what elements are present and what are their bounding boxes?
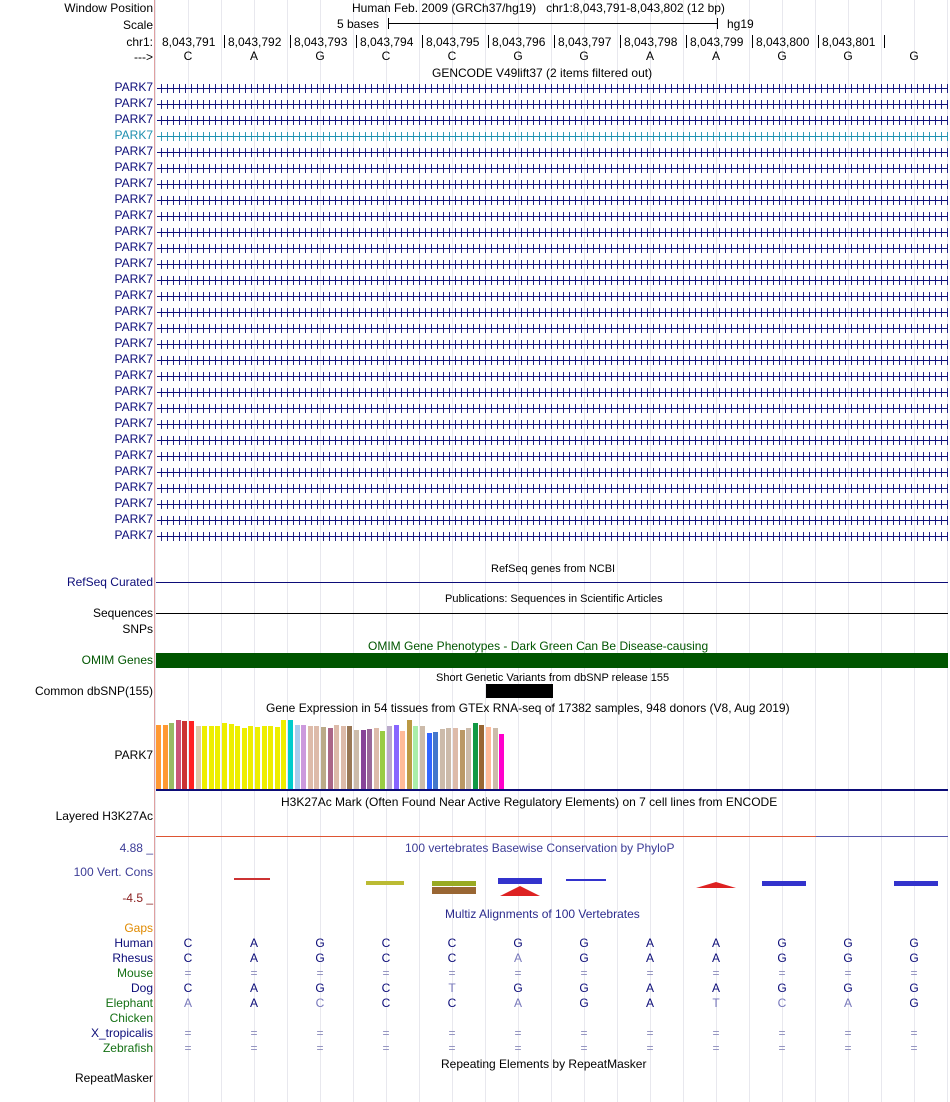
gtex-tissue-bar[interactable] (499, 734, 504, 789)
assembly-name: Human Feb. 2009 (GRCh37/hg19) (352, 1, 537, 15)
gtex-tissue-bar[interactable] (374, 728, 379, 789)
gencode-transcript[interactable] (157, 401, 948, 415)
position-tick (818, 35, 819, 48)
species-base: G (315, 951, 325, 965)
gtex-tissue-bar[interactable] (295, 725, 300, 789)
gencode-transcript[interactable] (157, 273, 948, 287)
gencode-transcript[interactable] (157, 337, 948, 351)
species-base: G (315, 981, 325, 995)
species-base: C (447, 936, 457, 950)
reference-base: G (777, 49, 787, 63)
species-base: = (778, 1041, 786, 1055)
species-base: = (250, 1026, 258, 1040)
grid-line (155, 0, 156, 1102)
species-base: = (580, 1041, 588, 1055)
multiz-title: Multiz Alignments of 100 Vertebrates (445, 907, 640, 921)
reference-base: G (843, 49, 853, 63)
gencode-transcript[interactable] (157, 353, 948, 367)
scale-db: hg19 (727, 17, 754, 31)
phylop-mark-a3 (696, 882, 736, 888)
gencode-gene-label[interactable]: PARK7 (114, 112, 153, 126)
gencode-transcript[interactable] (157, 225, 948, 239)
gencode-transcript[interactable] (157, 113, 948, 127)
species-base: A (249, 981, 258, 995)
gtex-tissue-bar[interactable] (334, 725, 339, 789)
gtex-tissue-bar[interactable] (156, 725, 161, 789)
gencode-transcript[interactable] (157, 97, 948, 111)
gencode-transcript[interactable] (157, 193, 948, 207)
gtex-tissue-bar[interactable] (209, 726, 214, 789)
species-base: = (382, 966, 390, 980)
gencode-transcript[interactable] (157, 369, 948, 383)
species-base: A (645, 996, 654, 1010)
gtex-tissue-bar[interactable] (341, 726, 346, 789)
species-base: = (448, 1026, 456, 1040)
gtex-tissue-bar[interactable] (433, 732, 438, 789)
gencode-gene-label[interactable]: PARK7 (114, 96, 153, 110)
scale-bar-left-tick (388, 18, 389, 29)
position-label: 8,043,801 (822, 35, 876, 49)
gtex-tissue-bar[interactable] (486, 727, 491, 789)
gtex-tissue-bar[interactable] (453, 728, 458, 789)
gtex-tissue-bar[interactable] (493, 728, 498, 789)
position-label: 8,043,797 (558, 35, 612, 49)
refseq-line[interactable] (156, 582, 948, 583)
gencode-transcript[interactable] (157, 129, 948, 143)
species-base: = (844, 1026, 852, 1040)
gaps-label[interactable]: Gaps (124, 921, 153, 935)
reference-base: G (909, 49, 919, 63)
scale-bar-right-tick (717, 18, 718, 29)
gencode-gene-label[interactable]: PARK7 (114, 400, 153, 414)
species-base: G (909, 936, 919, 950)
gencode-transcript[interactable] (157, 513, 948, 527)
gtex-tissue-bar[interactable] (314, 726, 319, 789)
gtex-tissue-bar[interactable] (354, 730, 359, 789)
gtex-tissue-bar[interactable] (222, 723, 227, 789)
species-base: = (184, 966, 192, 980)
gtex-tissue-bar[interactable] (242, 728, 247, 789)
gtex-title: Gene Expression in 54 tissues from GTEx RNA-seq of 17382 samples, 948 donors (V8, Aug 2019) (266, 701, 790, 715)
phylop-logo (156, 868, 948, 898)
scale-label[interactable]: Scale (122, 18, 153, 32)
reference-base: A (645, 49, 654, 63)
position-label: 8,043,798 (624, 35, 678, 49)
gtex-tissue-bar[interactable] (407, 720, 412, 789)
species-base: = (712, 1041, 720, 1055)
dbsnp-variant[interactable] (486, 684, 553, 698)
species-base: = (250, 1041, 258, 1055)
gencode-gene-label[interactable]: PARK7 (114, 176, 153, 190)
species-base: = (778, 1026, 786, 1040)
gencode-gene-label[interactable]: PARK7 (114, 432, 153, 446)
strand-label[interactable]: ---> (134, 50, 153, 64)
species-base: G (909, 996, 919, 1010)
position-tick (422, 35, 423, 48)
species-base: = (316, 1041, 324, 1055)
gencode-transcript[interactable] (157, 289, 948, 303)
gtex-tissue-bar[interactable] (268, 726, 273, 789)
gtex-tissue-bar[interactable] (400, 731, 405, 789)
gencode-gene-label[interactable]: PARK7 (114, 496, 153, 510)
phylop-mark-g6 (894, 881, 938, 886)
omim-bar[interactable] (156, 653, 948, 668)
species-base: G (513, 981, 523, 995)
gencode-transcript[interactable] (157, 497, 948, 511)
dbsnp-title: Short Genetic Variants from dbSNP release 155 (436, 672, 670, 684)
species-base: A (645, 936, 654, 950)
h3k27ac-label[interactable]: Layered H3K27Ac (55, 809, 153, 823)
gtex-tissue-bar[interactable] (182, 721, 187, 789)
position-text: chr1:8,043,791-8,043,802 (12 bp) (546, 1, 725, 15)
species-base: = (646, 966, 654, 980)
gtex-tissue-bar[interactable] (460, 730, 465, 789)
species-base: T (448, 981, 456, 995)
species-base: = (580, 966, 588, 980)
position-label: 8,043,792 (228, 35, 282, 49)
gencode-gene-label[interactable]: PARK7 (114, 192, 153, 206)
h3k27ac-title: H3K27Ac Mark (Often Found Near Active Regulatory Elements) on 7 cell lines from ENCODE (281, 795, 778, 809)
gencode-gene-label[interactable]: PARK7 (114, 368, 153, 382)
gencode-gene-label[interactable]: PARK7 (114, 320, 153, 334)
gtex-tissue-bar[interactable] (301, 725, 306, 789)
phylop-mark-g1 (432, 881, 476, 886)
reference-base: G (579, 49, 589, 63)
position-tick (686, 35, 687, 48)
gencode-transcript[interactable] (157, 209, 948, 223)
species-label[interactable]: Human (114, 936, 153, 950)
phylop-max: 4.88 _ (119, 841, 153, 855)
species-base: = (316, 1026, 324, 1040)
gtex-tissue-bar[interactable] (413, 726, 418, 790)
gencode-transcript[interactable] (157, 145, 948, 159)
reference-base: C (183, 49, 193, 63)
species-base: = (382, 1041, 390, 1055)
gtex-tissue-bar[interactable] (479, 725, 484, 789)
gtex-bar-chart[interactable] (156, 716, 556, 789)
refseq-label[interactable]: RefSeq Curated (66, 575, 153, 589)
gtex-tissue-bar[interactable] (288, 720, 293, 789)
gtex-tissue-bar[interactable] (466, 728, 471, 789)
gtex-tissue-bar[interactable] (163, 725, 168, 789)
species-base: G (315, 936, 325, 950)
species-base: = (910, 1041, 918, 1055)
position-tick (752, 35, 753, 48)
species-base: G (579, 996, 589, 1010)
gtex-tissue-bar[interactable] (394, 725, 399, 789)
position-tick (488, 35, 489, 48)
gencode-transcript[interactable] (157, 433, 948, 447)
species-base: G (777, 951, 787, 965)
gencode-transcript[interactable] (157, 417, 948, 431)
dbsnp-label[interactable]: Common dbSNP(155) (34, 684, 153, 698)
species-base: = (778, 966, 786, 980)
species-base: C (315, 996, 325, 1010)
gencode-gene-label[interactable]: PARK7 (114, 448, 153, 462)
species-base: = (910, 966, 918, 980)
position-tick (356, 35, 357, 48)
gencode-transcript[interactable] (157, 449, 948, 463)
species-base: G (843, 981, 853, 995)
gencode-gene-label[interactable]: PARK7 (114, 480, 153, 494)
gtex-tissue-bar[interactable] (189, 721, 194, 789)
gtex-tissue-bar[interactable] (196, 726, 201, 789)
phylop-mark-g2 (432, 887, 476, 894)
reference-base: A (249, 49, 258, 63)
gencode-transcript[interactable] (157, 241, 948, 255)
gencode-transcript[interactable] (157, 257, 948, 271)
species-label[interactable]: Mouse (116, 966, 153, 980)
species-label[interactable]: Rhesus (112, 951, 153, 965)
phylop-mark-a (234, 878, 270, 880)
gencode-transcript[interactable] (157, 321, 948, 335)
species-base: G (777, 981, 787, 995)
species-base: C (447, 996, 457, 1010)
gtex-tissue-bar[interactable] (427, 733, 432, 789)
publications-line[interactable] (156, 613, 948, 614)
species-base: C (183, 981, 193, 995)
species-base: A (645, 951, 654, 965)
phylop-label[interactable]: 100 Vert. Cons (73, 865, 153, 879)
gtex-tissue-bar[interactable] (248, 726, 253, 789)
gtex-tissue-bar[interactable] (262, 726, 267, 790)
gencode-gene-label[interactable]: PARK7 (114, 528, 153, 542)
gtex-tissue-bar[interactable] (176, 720, 181, 789)
gtex-tissue-bar[interactable] (169, 723, 174, 789)
gencode-gene-label[interactable]: PARK7 (114, 256, 153, 270)
gencode-gene-label[interactable]: PARK7 (114, 416, 153, 430)
gtex-tissue-bar[interactable] (347, 726, 352, 789)
h3k27ac-line-a (156, 836, 816, 837)
species-base: = (448, 966, 456, 980)
gencode-title: GENCODE V49lift37 (2 items filtered out) (432, 66, 653, 80)
species-base: C (381, 951, 391, 965)
phylop-mark-g5 (762, 881, 806, 886)
species-base: A (249, 996, 258, 1010)
publications-title: Publications: Sequences in Scientific Articles (445, 593, 663, 605)
position-label: 8,043,795 (426, 35, 480, 49)
species-base: A (249, 951, 258, 965)
gencode-gene-label[interactable]: PARK7 (114, 288, 153, 302)
position-tick (554, 35, 555, 48)
position-label: 8,043,794 (360, 35, 414, 49)
gtex-tissue-bar[interactable] (473, 723, 478, 789)
species-base: = (712, 966, 720, 980)
gtex-tissue-bar[interactable] (328, 728, 333, 789)
species-base: = (580, 1026, 588, 1040)
species-label[interactable]: X_tropicalis (90, 1026, 153, 1040)
gencode-gene-label[interactable]: PARK7 (114, 128, 153, 142)
publications-label[interactable]: Sequences (92, 606, 153, 620)
species-base: = (844, 966, 852, 980)
gencode-gene-label[interactable]: PARK7 (114, 464, 153, 478)
species-base: T (712, 996, 720, 1010)
species-base: A (711, 981, 720, 995)
omim-title: OMIM Gene Phenotypes - Dark Green Can Be Disease-causing (368, 639, 709, 653)
species-base: = (646, 1026, 654, 1040)
snps-label[interactable]: SNPs (122, 622, 153, 636)
species-label[interactable]: Dog (130, 981, 153, 995)
position-tick (224, 35, 225, 48)
gtex-tissue-bar[interactable] (321, 727, 326, 789)
species-base: = (382, 1026, 390, 1040)
gtex-tissue-bar[interactable] (420, 726, 425, 790)
species-base: C (381, 936, 391, 950)
gtex-tissue-bar[interactable] (202, 726, 207, 790)
species-base: = (712, 1026, 720, 1040)
reference-base: C (381, 49, 391, 63)
position-label: 8,043,800 (756, 35, 810, 49)
position-tick (290, 35, 291, 48)
position-tick (620, 35, 621, 48)
repeatmasker-label[interactable]: RepeatMasker (74, 1071, 153, 1085)
gencode-gene-label[interactable]: PARK7 (114, 240, 153, 254)
gencode-transcript[interactable] (157, 529, 948, 543)
reference-base: C (447, 49, 457, 63)
species-base: G (909, 981, 919, 995)
phylop-mark-g4 (566, 879, 606, 881)
position-label: 8,043,799 (690, 35, 744, 49)
species-base: G (579, 951, 589, 965)
gencode-gene-label[interactable]: PARK7 (114, 336, 153, 350)
reference-base: G (513, 49, 523, 63)
gencode-gene-label[interactable]: PARK7 (114, 352, 153, 366)
position-label: 8,043,796 (492, 35, 546, 49)
phylop-min: -4.5 _ (122, 891, 153, 905)
gtex-tissue-bar[interactable] (380, 731, 385, 789)
species-base: = (184, 1041, 192, 1055)
gencode-gene-label[interactable]: PARK7 (114, 80, 153, 94)
omim-label[interactable]: OMIM Genes (81, 653, 153, 667)
gencode-transcript[interactable] (157, 385, 948, 399)
position-tick (884, 35, 885, 48)
species-base: = (184, 1026, 192, 1040)
position-label: 8,043,793 (294, 35, 348, 49)
species-base: A (513, 951, 522, 965)
species-base: = (910, 1026, 918, 1040)
gencode-transcript[interactable] (157, 81, 948, 95)
phylop-mark-c (366, 881, 404, 885)
species-label[interactable]: Chicken (109, 1011, 153, 1025)
gtex-tissue-bar[interactable] (361, 730, 366, 789)
gencode-transcript[interactable] (157, 465, 948, 479)
species-base: G (777, 936, 787, 950)
species-base: A (513, 996, 522, 1010)
gtex-tissue-bar[interactable] (229, 724, 234, 789)
gtex-tissue-bar[interactable] (308, 726, 313, 789)
species-base: A (711, 951, 720, 965)
gencode-transcript[interactable] (157, 481, 948, 495)
phylop-mark-g3 (498, 878, 542, 884)
species-base: A (645, 981, 654, 995)
species-base: C (381, 981, 391, 995)
gencode-transcript[interactable] (157, 161, 948, 175)
species-base: = (514, 966, 522, 980)
gtex-tissue-bar[interactable] (235, 726, 240, 789)
gencode-gene-label[interactable]: PARK7 (114, 144, 153, 158)
species-base: = (844, 1041, 852, 1055)
species-label[interactable]: Zebrafish (102, 1041, 153, 1055)
species-base: C (183, 936, 193, 950)
species-base: C (447, 951, 457, 965)
species-base: = (514, 1026, 522, 1040)
gtex-tissue-bar[interactable] (215, 726, 220, 789)
species-base: G (843, 951, 853, 965)
repeatmasker-title: Repeating Elements by RepeatMasker (441, 1057, 647, 1071)
gtex-tissue-bar[interactable] (446, 728, 451, 789)
species-base: C (183, 951, 193, 965)
gtex-tissue-bar[interactable] (367, 729, 372, 789)
gtex-tissue-bar[interactable] (440, 729, 445, 789)
gtex-tissue-bar[interactable] (281, 720, 286, 789)
chrom-label[interactable]: chr1: (126, 35, 153, 49)
species-base: C (777, 996, 787, 1010)
gencode-gene-label[interactable]: PARK7 (114, 208, 153, 222)
position-label: 8,043,791 (162, 35, 216, 49)
species-base: A (711, 936, 720, 950)
reference-base: A (711, 49, 720, 63)
species-label[interactable]: Elephant (105, 996, 153, 1010)
gtex-baseline (156, 789, 948, 791)
gtex-tissue-bar[interactable] (387, 726, 392, 789)
phylop-title: 100 vertebrates Basewise Conservation by PhyloP (405, 841, 675, 855)
gencode-gene-label[interactable]: PARK7 (114, 272, 153, 286)
refseq-title: RefSeq genes from NCBI (491, 563, 616, 575)
species-base: C (381, 996, 391, 1010)
assembly-text (352, 1, 725, 15)
species-base: A (183, 996, 192, 1010)
species-base: = (448, 1041, 456, 1055)
gencode-gene-label[interactable]: PARK7 (114, 384, 153, 398)
species-base: = (514, 1041, 522, 1055)
gtex-tissue-bar[interactable] (275, 727, 280, 789)
gencode-transcript[interactable] (157, 305, 948, 319)
species-base: G (513, 936, 523, 950)
species-base: G (909, 951, 919, 965)
gencode-gene-label[interactable]: PARK7 (114, 224, 153, 238)
window-position-label[interactable]: Window Position (64, 1, 153, 15)
species-base: = (316, 966, 324, 980)
gencode-transcript[interactable] (157, 177, 948, 191)
species-base: G (579, 936, 589, 950)
species-base: = (646, 1041, 654, 1055)
gtex-label[interactable]: PARK7 (114, 748, 153, 762)
phylop-mark-a2 (500, 886, 540, 896)
species-base: = (250, 966, 258, 980)
gtex-tissue-bar[interactable] (255, 727, 260, 789)
h3k27ac-line-b (816, 836, 948, 837)
species-base: A (249, 936, 258, 950)
species-base: A (843, 996, 852, 1010)
gencode-gene-label[interactable]: PARK7 (114, 512, 153, 526)
reference-base: G (315, 49, 325, 63)
species-base: G (579, 981, 589, 995)
scale-value: 5 bases (337, 17, 380, 31)
species-base: G (843, 936, 853, 950)
gencode-gene-label[interactable]: PARK7 (114, 160, 153, 174)
gencode-gene-label[interactable]: PARK7 (114, 304, 153, 318)
scale-bar (388, 23, 717, 24)
